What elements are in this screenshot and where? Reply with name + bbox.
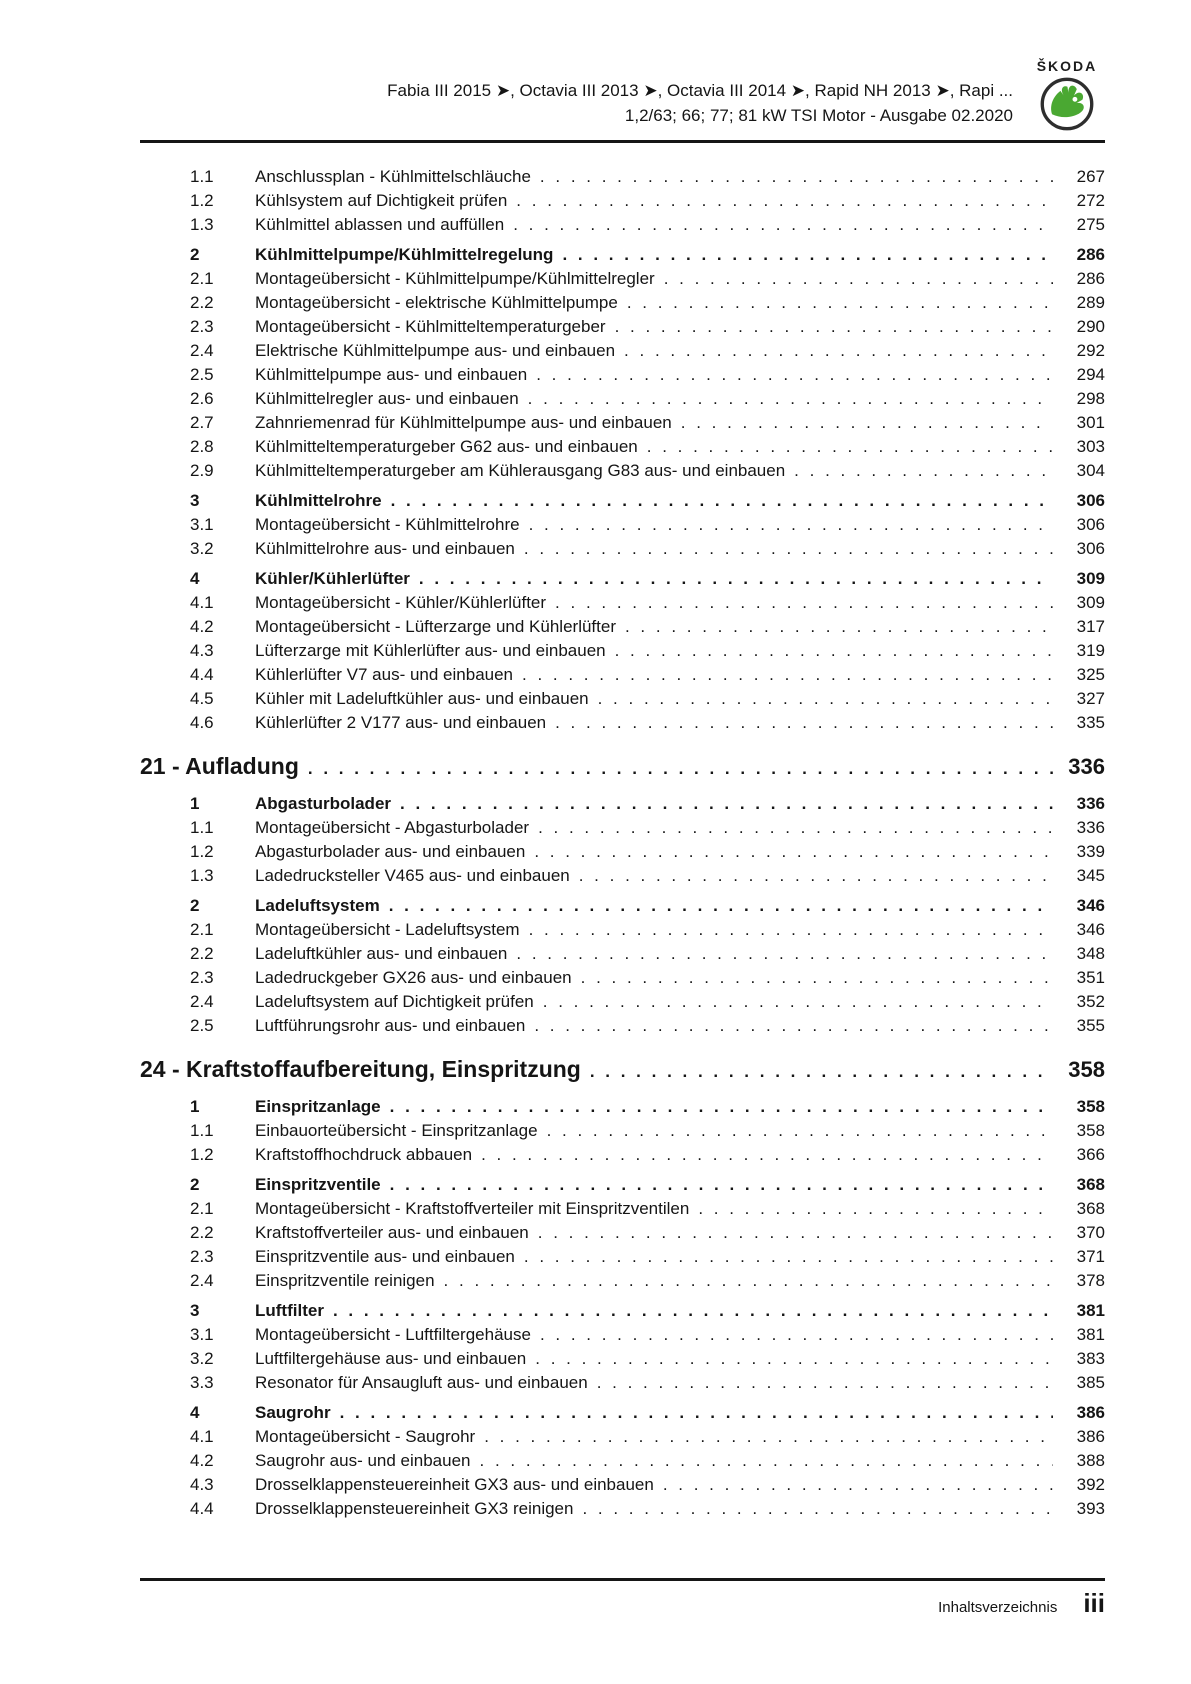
entry-title: Kraftstoffhochdruck abbauen — [255, 1145, 473, 1164]
entry-number: 4 — [190, 1403, 200, 1422]
toc-entry-row — [140, 1221, 1105, 1245]
entry-page-number: 392 — [1076, 1475, 1105, 1494]
entry-title: Einbauorteübersicht - Einspritzanlage — [255, 1121, 538, 1140]
entry-title: Montageübersicht - Kühlmitteltemperaturgeber — [255, 317, 606, 336]
entry-number: 3 — [190, 1301, 200, 1320]
dot-leader — [538, 1221, 1053, 1245]
toc-entry-row — [140, 663, 1105, 687]
page-header — [140, 58, 1103, 132]
entry-number: 4.1 — [190, 1427, 214, 1446]
entry-title: Kühler mit Ladeluftkühler aus- und einbauen — [255, 689, 589, 708]
entry-title: Kühlmittelrohre aus- und einbauen — [255, 539, 515, 558]
entry-page-number: 351 — [1076, 968, 1105, 987]
entry-number: 2.8 — [190, 437, 214, 456]
dot-leader — [390, 1095, 1053, 1119]
entry-title: Einspritzanlage — [255, 1097, 381, 1116]
entry-number: 2.1 — [190, 269, 214, 288]
toc-entry-row — [140, 1497, 1105, 1521]
entry-title: Montageübersicht - Lüfterzarge und Kühlerlüfter — [255, 617, 616, 636]
dot-leader — [419, 567, 1053, 591]
chapter-label: 21 - Aufladung — [140, 753, 299, 779]
dot-leader — [579, 864, 1053, 888]
toc-entry-row — [140, 711, 1105, 735]
dot-leader — [615, 315, 1053, 339]
entry-number: 2 — [190, 896, 200, 915]
toc-entry-row — [140, 1347, 1105, 1371]
entry-title: Einspritzventile aus- und einbauen — [255, 1247, 515, 1266]
dot-leader — [516, 942, 1053, 966]
toc-entry-row — [140, 1119, 1105, 1143]
entry-number: 3.1 — [190, 1325, 214, 1344]
entry-page-number: 352 — [1076, 992, 1105, 1011]
entry-title: Kühlmittel ablassen und auffüllen — [255, 215, 505, 234]
toc-entry-row — [140, 387, 1105, 411]
entry-title: Montageübersicht - Luftfiltergehäuse — [255, 1325, 531, 1344]
entry-number: 2 — [190, 245, 200, 264]
toc-entry-row — [140, 1371, 1105, 1395]
chapter-page-number: 336 — [1068, 754, 1105, 779]
entry-number: 2.5 — [190, 365, 214, 384]
entry-page-number: 358 — [1076, 1121, 1105, 1140]
entry-title: Einspritzventile — [255, 1175, 381, 1194]
entry-number: 2.2 — [190, 1223, 214, 1242]
toc-entry-row — [140, 315, 1105, 339]
toc-entry-row — [140, 639, 1105, 663]
toc-entry-row — [140, 243, 1105, 267]
entry-number: 2.7 — [190, 413, 214, 432]
entry-title: Saugrohr aus- und einbauen — [255, 1451, 471, 1470]
entry-page-number: 335 — [1076, 713, 1105, 732]
entry-page-number: 294 — [1076, 365, 1105, 384]
dot-leader — [540, 165, 1053, 189]
toc-entry-row — [140, 591, 1105, 615]
entry-number: 2.4 — [190, 1271, 214, 1290]
dot-leader — [562, 243, 1053, 267]
toc-entry-row — [140, 966, 1105, 990]
entry-title: Kühlmitteltemperaturgeber G62 aus- und einbauen — [255, 437, 638, 456]
entry-number: 4.6 — [190, 713, 214, 732]
toc-entry-row — [140, 1245, 1105, 1269]
toc-chapter-row — [140, 1052, 1105, 1089]
entry-page-number: 336 — [1076, 794, 1105, 813]
entry-page-number: 386 — [1076, 1427, 1105, 1446]
dot-leader — [390, 1173, 1053, 1197]
entry-number: 4.1 — [190, 593, 214, 612]
entry-number: 1 — [190, 1097, 200, 1116]
entry-title: Zahnriemenrad für Kühlmittelpumpe aus- und einbauen — [255, 413, 672, 432]
entry-title: Elektrische Kühlmittelpumpe aus- und einbauen — [255, 341, 616, 360]
toc-entry-row — [140, 840, 1105, 864]
entry-page-number: 309 — [1076, 593, 1105, 612]
toc-entry-row — [140, 411, 1105, 435]
header-rule — [140, 140, 1105, 143]
dot-leader — [582, 1497, 1053, 1521]
toc-entry-row — [140, 291, 1105, 315]
entry-page-number: 309 — [1076, 569, 1105, 588]
entry-page-number: 303 — [1076, 437, 1105, 456]
entry-number: 4.5 — [190, 689, 214, 708]
entry-title: Saugrohr — [255, 1403, 331, 1422]
toc-entry-row — [140, 1197, 1105, 1221]
dot-leader — [664, 267, 1053, 291]
entry-page-number: 301 — [1076, 413, 1105, 432]
dot-leader — [333, 1299, 1053, 1323]
entry-title: Drosselklappensteuereinheit GX3 reinigen — [255, 1499, 574, 1518]
toc-entry-row — [140, 1425, 1105, 1449]
dot-leader — [528, 387, 1053, 411]
toc-entry-row — [140, 189, 1105, 213]
dot-leader — [590, 1055, 1053, 1089]
entry-page-number: 327 — [1076, 689, 1105, 708]
toc-entry-row — [140, 1299, 1105, 1323]
toc-entry-row — [140, 894, 1105, 918]
entry-page-number: 370 — [1076, 1223, 1105, 1242]
entry-number: 3.2 — [190, 539, 214, 558]
entry-page-number: 275 — [1076, 215, 1105, 234]
dot-leader — [540, 1323, 1053, 1347]
toc-entry-row — [140, 213, 1105, 237]
header-engine-line: 1,2/63; 66; 77; 81 kW TSI Motor - Ausgabe 02.2020 — [624, 106, 1013, 125]
entry-page-number: 290 — [1076, 317, 1105, 336]
entry-title: Kühlmittelregler aus- und einbauen — [255, 389, 519, 408]
toc-entry-row — [140, 1095, 1105, 1119]
toc-entry-row — [140, 942, 1105, 966]
entry-page-number: 325 — [1076, 665, 1105, 684]
entry-title: Luftfiltergehäuse aus- und einbauen — [255, 1349, 527, 1368]
dot-leader — [529, 513, 1053, 537]
toc — [140, 165, 1105, 1521]
entry-number: 2.1 — [190, 920, 214, 939]
entry-title: Kühlerlüfter 2 V177 aus- und einbauen — [255, 713, 547, 732]
entry-page-number: 355 — [1076, 1016, 1105, 1035]
entry-page-number: 346 — [1076, 896, 1105, 915]
entry-page-number: 289 — [1076, 293, 1105, 312]
toc-entry-row — [140, 363, 1105, 387]
entry-title: Anschlussplan - Kühlmittelschläuche — [255, 167, 531, 186]
entry-page-number: 381 — [1076, 1325, 1105, 1344]
entry-page-number: 368 — [1076, 1199, 1105, 1218]
entry-page-number: 381 — [1076, 1301, 1105, 1320]
entry-page-number: 386 — [1076, 1403, 1105, 1422]
entry-number: 4.4 — [190, 1499, 214, 1518]
toc-entry-row — [140, 1173, 1105, 1197]
entry-number: 2.6 — [190, 389, 214, 408]
entry-number: 4.3 — [190, 1475, 214, 1494]
entry-page-number: 345 — [1076, 866, 1105, 885]
entry-title: Drosselklappensteuereinheit GX3 aus- und einbauen — [255, 1475, 654, 1494]
entry-number: 2.4 — [190, 992, 214, 1011]
entry-page-number: 346 — [1076, 920, 1105, 939]
entry-title: Ladeluftsystem auf Dichtigkeit prüfen — [255, 992, 534, 1011]
toc-entry-row — [140, 1323, 1105, 1347]
dot-leader — [389, 894, 1053, 918]
entry-title: Ladeluftsystem — [255, 896, 380, 915]
dot-leader — [524, 537, 1053, 561]
dot-leader — [444, 1269, 1053, 1293]
toc-entry-row — [140, 459, 1105, 483]
dot-leader — [627, 291, 1053, 315]
entry-title: Montageübersicht - Kühler/Kühlerlüfter — [255, 593, 547, 612]
dot-leader — [522, 663, 1053, 687]
header-text-block — [387, 78, 1013, 132]
dot-leader — [534, 840, 1053, 864]
entry-title: Kühlmittelpumpe/Kühlmittelregelung — [255, 245, 554, 264]
dot-leader — [340, 1401, 1053, 1425]
footer-label: Inhaltsverzeichnis — [938, 1599, 1058, 1616]
entry-page-number: 306 — [1076, 515, 1105, 534]
dot-leader — [391, 489, 1053, 513]
dot-leader — [536, 363, 1053, 387]
entry-title: Ladedruckgeber GX26 aus- und einbauen — [255, 968, 572, 987]
chapter-label: 24 - Kraftstoffaufbereitung, Einspritzung — [140, 1056, 581, 1082]
entry-number: 2.2 — [190, 944, 214, 963]
toc-entry-row — [140, 537, 1105, 561]
entry-number: 2.4 — [190, 341, 214, 360]
toc-chapter-row — [140, 749, 1105, 786]
entry-number: 3.1 — [190, 515, 214, 534]
toc-entry-row — [140, 615, 1105, 639]
entry-title: Kühlmittelpumpe aus- und einbauen — [255, 365, 528, 384]
entry-number: 4.4 — [190, 665, 214, 684]
entry-title: Ladedrucksteller V465 aus- und einbauen — [255, 866, 570, 885]
entry-page-number: 304 — [1076, 461, 1105, 480]
entry-page-number: 298 — [1076, 389, 1105, 408]
toc-entry-row — [140, 165, 1105, 189]
dot-leader — [516, 189, 1053, 213]
entry-title: Kühlmitteltemperaturgeber am Kühlerausgang G83 aus- und einbauen — [255, 461, 786, 480]
entry-number: 1.2 — [190, 1145, 214, 1164]
entry-title: Montageübersicht - Abgasturbolader — [255, 818, 530, 837]
entry-title: Montageübersicht - Kraftstoffverteiler mit Einspritzventilen — [255, 1199, 690, 1218]
dot-leader — [534, 1014, 1053, 1038]
entry-page-number: 286 — [1076, 245, 1105, 264]
toc-entry-row — [140, 1143, 1105, 1167]
toc-entry-row — [140, 339, 1105, 363]
entry-title: Montageübersicht - Kühlmittelpumpe/Kühlmittelregler — [255, 269, 655, 288]
entry-page-number: 272 — [1076, 191, 1105, 210]
entry-number: 2.3 — [190, 317, 214, 336]
entry-number: 1.1 — [190, 1121, 214, 1140]
toc-entry-row — [140, 567, 1105, 591]
dot-leader — [597, 1371, 1053, 1395]
entry-title: Einspritzventile reinigen — [255, 1271, 435, 1290]
entry-page-number: 306 — [1076, 539, 1105, 558]
entry-number: 2.3 — [190, 968, 214, 987]
entry-title: Kraftstoffverteiler aus- und einbauen — [255, 1223, 529, 1242]
dot-leader — [555, 591, 1053, 615]
entry-page-number: 286 — [1076, 269, 1105, 288]
toc-entry-row — [140, 435, 1105, 459]
chapter-page-number: 358 — [1068, 1057, 1105, 1082]
toc-entry-row — [140, 1473, 1105, 1497]
entry-number: 1.1 — [190, 167, 214, 186]
dot-leader — [543, 990, 1053, 1014]
dot-leader — [647, 435, 1053, 459]
entry-page-number: 336 — [1076, 818, 1105, 837]
entry-page-number: 383 — [1076, 1349, 1105, 1368]
entry-page-number: 366 — [1076, 1145, 1105, 1164]
entry-title: Resonator für Ansaugluft aus- und einbauen — [255, 1373, 588, 1392]
entry-title: Luftfilter — [255, 1301, 324, 1320]
footer-page-number: iii — [1083, 1588, 1105, 1618]
dot-leader — [484, 1425, 1053, 1449]
entry-number: 1 — [190, 794, 200, 813]
dot-leader — [481, 1143, 1053, 1167]
entry-title: Kühler/Kühlerlüfter — [255, 569, 410, 588]
entry-title: Kühlsystem auf Dichtigkeit prüfen — [255, 191, 508, 210]
entry-title: Montageübersicht - Saugrohr — [255, 1427, 476, 1446]
entry-page-number: 317 — [1076, 617, 1105, 636]
toc-entry-row — [140, 1449, 1105, 1473]
entry-page-number: 378 — [1076, 1271, 1105, 1290]
entry-title: Ladeluftkühler aus- und einbauen — [255, 944, 508, 963]
brand-block — [1031, 58, 1103, 132]
entry-title: Abgasturbolader aus- und einbauen — [255, 842, 526, 861]
dot-leader — [547, 1119, 1053, 1143]
dot-leader — [400, 792, 1053, 816]
toc-entry-row — [140, 990, 1105, 1014]
entry-page-number: 358 — [1076, 1097, 1105, 1116]
entry-title: Kühlmittelrohre — [255, 491, 382, 510]
toc-entry-row — [140, 1401, 1105, 1425]
entry-page-number: 339 — [1076, 842, 1105, 861]
entry-title: Kühlerlüfter V7 aus- und einbauen — [255, 665, 514, 684]
entry-number: 4 — [190, 569, 200, 588]
dot-leader — [535, 1347, 1053, 1371]
entry-number: 3.3 — [190, 1373, 214, 1392]
entry-number: 2.2 — [190, 293, 214, 312]
entry-title: Lüfterzarge mit Kühlerlüfter aus- und einbauen — [255, 641, 606, 660]
entry-number: 4.2 — [190, 617, 214, 636]
dot-leader — [794, 459, 1053, 483]
skoda-logo-icon — [1039, 76, 1095, 132]
entry-page-number: 393 — [1076, 1499, 1105, 1518]
toc-entry-row — [140, 816, 1105, 840]
entry-page-number: 292 — [1076, 341, 1105, 360]
entry-number: 3.2 — [190, 1349, 214, 1368]
toc-entry-row — [140, 687, 1105, 711]
toc-entry-row — [140, 792, 1105, 816]
entry-page-number: 348 — [1076, 944, 1105, 963]
dot-leader — [581, 966, 1053, 990]
dot-leader — [615, 639, 1053, 663]
dot-leader — [698, 1197, 1053, 1221]
entry-page-number: 319 — [1076, 641, 1105, 660]
entry-number: 4.3 — [190, 641, 214, 660]
dot-leader — [529, 918, 1053, 942]
entry-page-number: 371 — [1076, 1247, 1105, 1266]
footer-rule — [140, 1578, 1105, 1581]
toc-entry-row — [140, 1014, 1105, 1038]
entry-number: 2.3 — [190, 1247, 214, 1266]
entry-page-number: 388 — [1076, 1451, 1105, 1470]
toc-entry-row — [140, 513, 1105, 537]
toc-entry-row — [140, 918, 1105, 942]
header-models-line: Fabia III 2015 ➤, Octavia III 2013 ➤, Octavia III 2014 ➤, Rapid NH 2013 ➤, Rapi ... — [387, 81, 1013, 100]
entry-number: 1.1 — [190, 818, 214, 837]
toc-entry-row — [140, 1269, 1105, 1293]
entry-number: 2.5 — [190, 1016, 214, 1035]
dot-leader — [480, 1449, 1054, 1473]
toc-entry-row — [140, 864, 1105, 888]
entry-page-number: 267 — [1076, 167, 1105, 186]
dot-leader — [308, 752, 1053, 786]
entry-title: Montageübersicht - elektrische Kühlmittelpumpe — [255, 293, 618, 312]
entry-number: 2 — [190, 1175, 200, 1194]
dot-leader — [624, 339, 1053, 363]
toc-entry-row — [140, 489, 1105, 513]
dot-leader — [598, 687, 1053, 711]
entry-number: 1.2 — [190, 842, 214, 861]
entry-title: Montageübersicht - Ladeluftsystem — [255, 920, 520, 939]
entry-number: 4.2 — [190, 1451, 214, 1470]
toc-entry-row — [140, 267, 1105, 291]
page-footer — [140, 1590, 1105, 1616]
entry-page-number: 368 — [1076, 1175, 1105, 1194]
dot-leader — [524, 1245, 1053, 1269]
entry-number: 1.3 — [190, 215, 214, 234]
dot-leader — [513, 213, 1053, 237]
entry-number: 2.9 — [190, 461, 214, 480]
entry-number: 2.1 — [190, 1199, 214, 1218]
entry-number: 1.3 — [190, 866, 214, 885]
dot-leader — [625, 615, 1053, 639]
dot-leader — [555, 711, 1053, 735]
entry-title: Montageübersicht - Kühlmittelrohre — [255, 515, 520, 534]
entry-page-number: 385 — [1076, 1373, 1105, 1392]
entry-title: Luftführungsrohr aus- und einbauen — [255, 1016, 526, 1035]
entry-title: Abgasturbolader — [255, 794, 392, 813]
skoda-wordmark: ŠKODA — [1036, 58, 1098, 74]
entry-number: 3 — [190, 491, 200, 510]
dot-leader — [538, 816, 1053, 840]
entry-number: 1.2 — [190, 191, 214, 210]
dot-leader — [663, 1473, 1053, 1497]
dot-leader — [681, 411, 1053, 435]
entry-page-number: 306 — [1076, 491, 1105, 510]
